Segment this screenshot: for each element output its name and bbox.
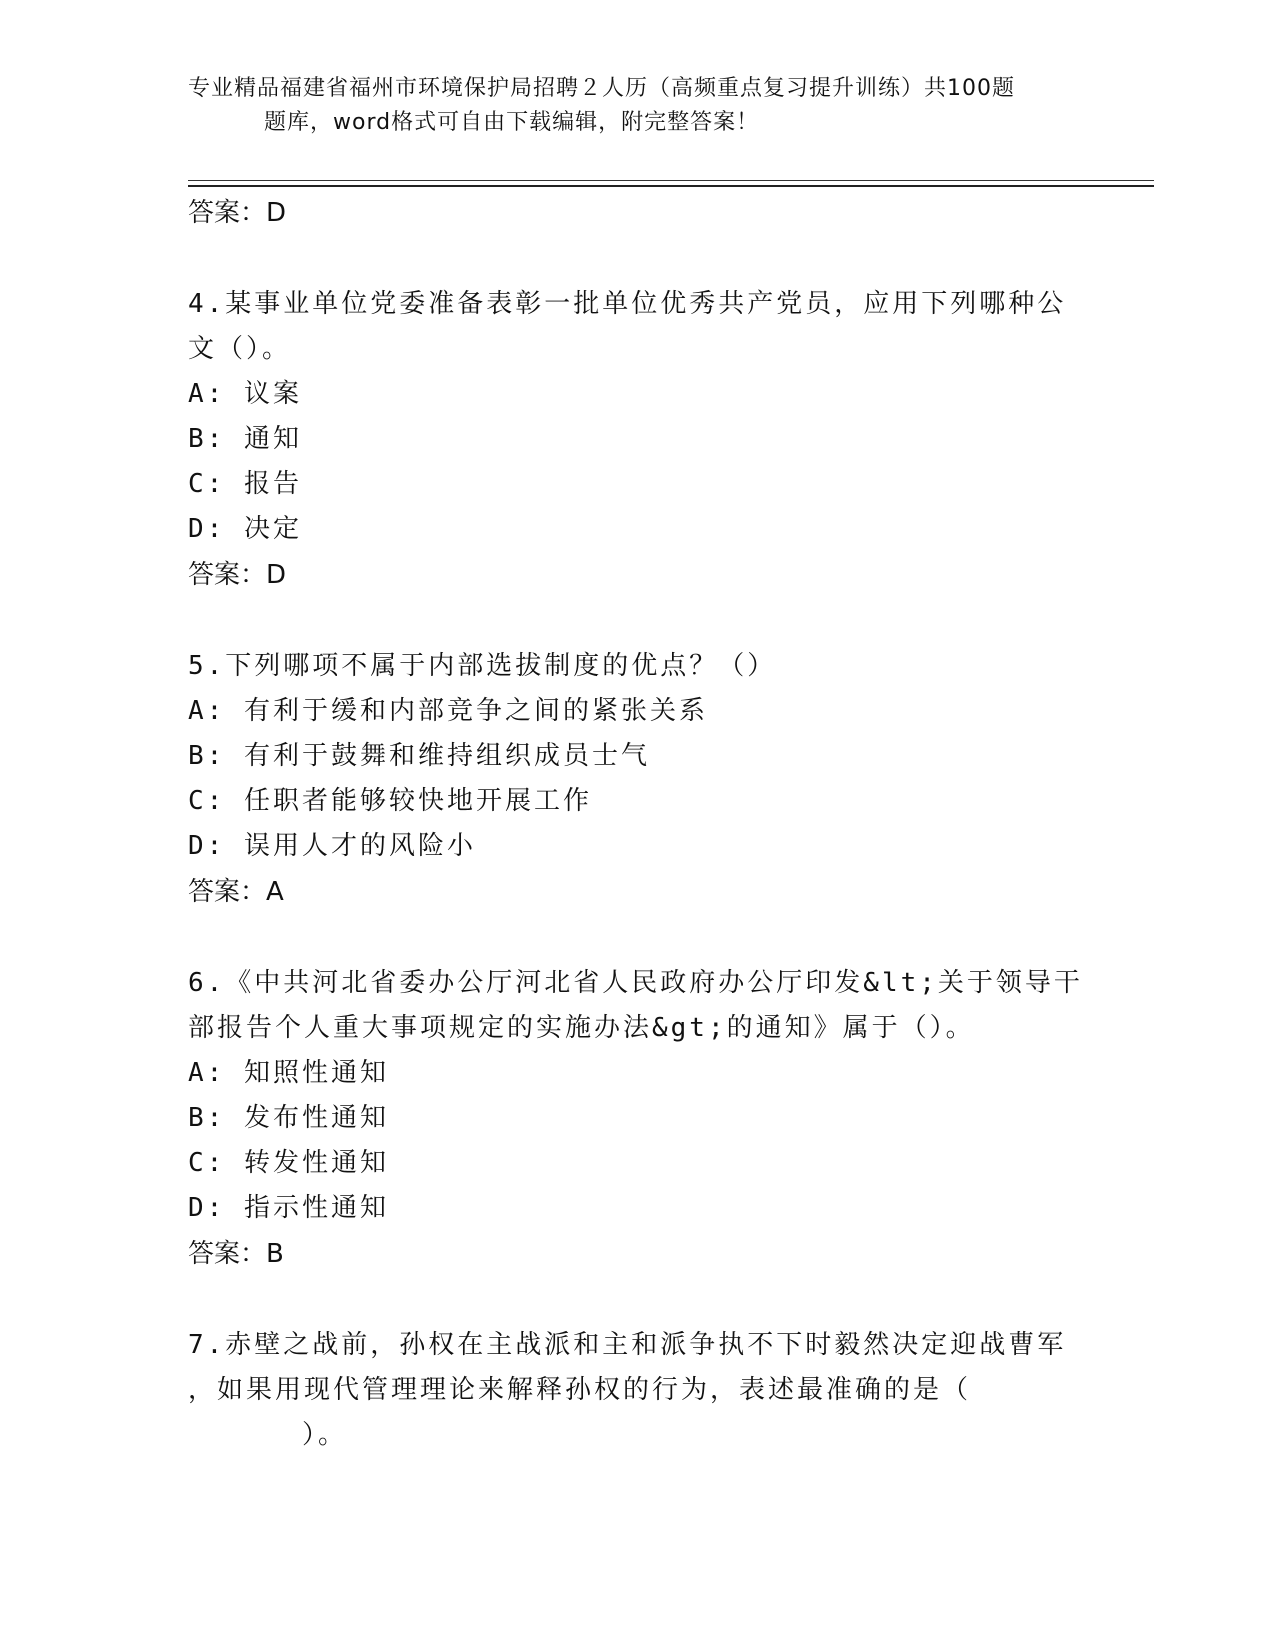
- question-stem: 4.某事业单位党委准备表彰一批单位优秀共产党员，应用下列哪种公: [188, 289, 1067, 319]
- option-c: C: 报告: [188, 469, 302, 499]
- answer-line: 答案：B: [188, 1239, 284, 1269]
- header-divider-thick: [188, 185, 1154, 187]
- option-c: C: 转发性通知: [188, 1148, 389, 1178]
- answer-line: 答案：A: [188, 877, 284, 907]
- option-b: B: 有利于鼓舞和维持组织成员士气: [188, 741, 650, 771]
- option-d: D: 误用人才的风险小: [188, 831, 476, 861]
- question-stem: 文（）。: [188, 334, 292, 364]
- option-c: C: 任职者能够较快地开展工作: [188, 786, 592, 816]
- option-b: B: 发布性通知: [188, 1103, 389, 1133]
- question-5: [188, 644, 1088, 869]
- option-d: D: 指示性通知: [188, 1193, 389, 1223]
- question-stem: ，如果用现代管理理论来解释孙权的行为，表述最准确的是（: [188, 1375, 972, 1405]
- document-body: [188, 190, 1088, 1458]
- question-stem: 部报告个人重大事项规定的实施办法&gt;的通知》属于（）。: [188, 1013, 975, 1043]
- option-a: A: 知照性通知: [188, 1058, 389, 1088]
- question-stem: 6.《中共河北省委办公厅河北省人民政府办公厅印发&lt;关于领导干: [188, 968, 1083, 998]
- header-divider-thin: [188, 180, 1154, 181]
- header-title-line-2: 题库，word格式可自由下载编辑，附完整答案！: [264, 110, 760, 135]
- option-b: B: 通知: [188, 424, 302, 454]
- option-a: A: 议案: [188, 379, 302, 409]
- option-a: A: 有利于缓和内部竞争之间的紧张关系: [188, 696, 708, 726]
- answer-line: 答案：D: [188, 198, 287, 228]
- option-d: D: 决定: [188, 514, 302, 544]
- question-stem: ）。: [302, 1420, 348, 1450]
- answer-line: 答案：D: [188, 560, 287, 590]
- question-4: [188, 282, 1088, 552]
- question-stem: 5.下列哪项不属于内部选拔制度的优点？（）: [188, 651, 777, 681]
- question-7: [188, 1323, 1088, 1458]
- question-6: [188, 961, 1088, 1231]
- question-stem: 7.赤壁之战前，孙权在主战派和主和派争执不下时毅然决定迎战曹军: [188, 1330, 1067, 1360]
- header-title-line-1: 专业精品福建省福州市环境保护局招聘２人历（高频重点复习提升训练）共100题: [188, 76, 1015, 101]
- document-header: [188, 72, 1088, 140]
